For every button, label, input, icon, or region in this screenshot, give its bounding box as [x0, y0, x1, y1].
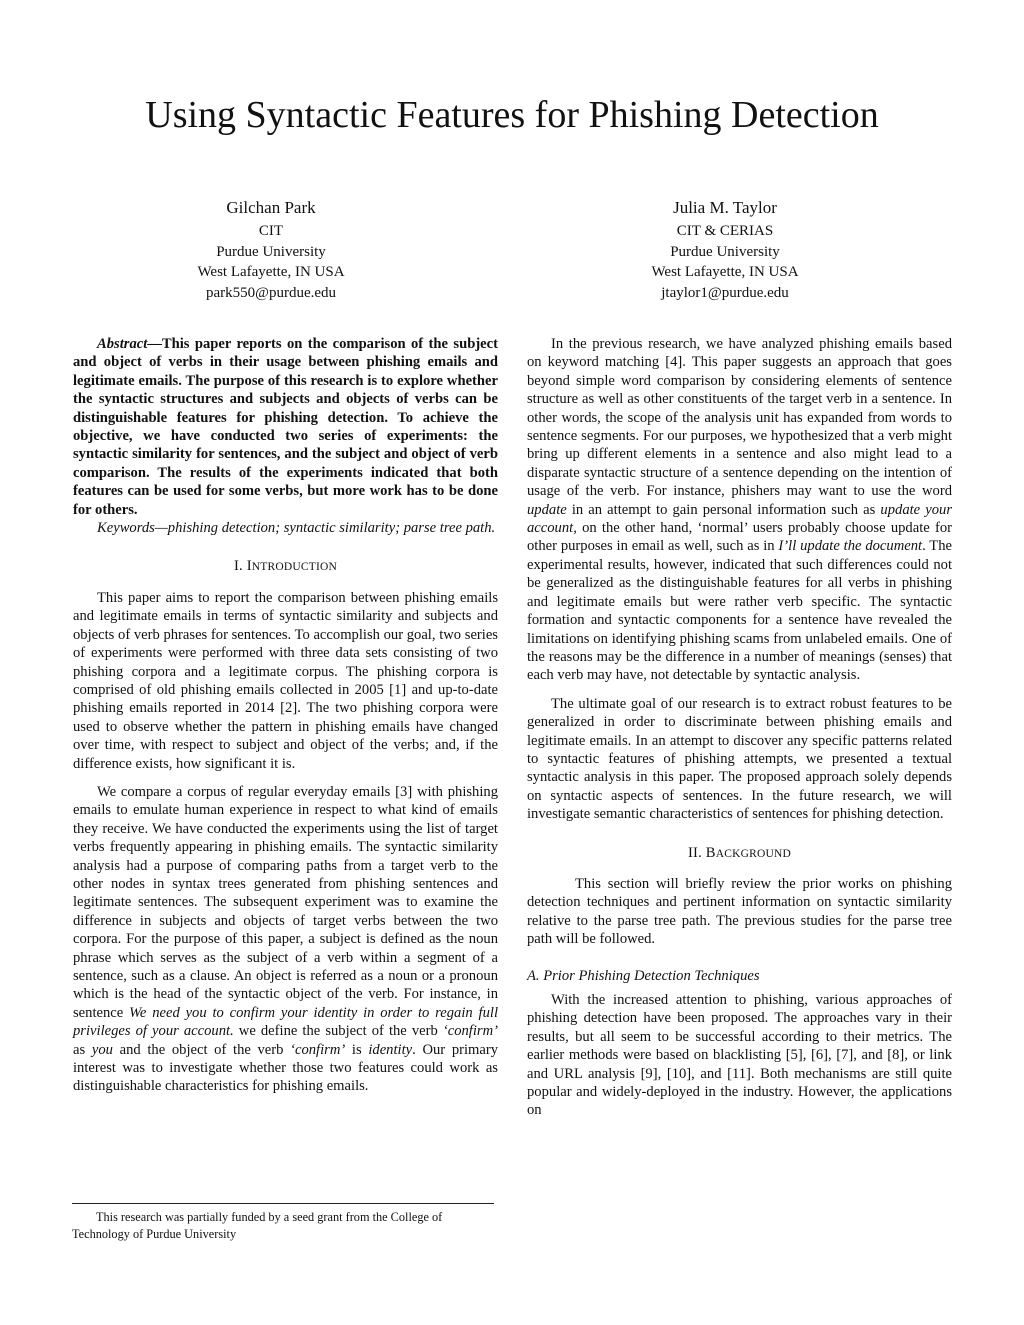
- footnote: [72, 1209, 497, 1242]
- right-column: [527, 335, 952, 1120]
- author-block-2: [575, 196, 875, 303]
- footnote-line-2: Technology of Purdue University: [72, 1226, 237, 1241]
- right-paragraph-1: In the previous research, we have analyzed phishing emails based on keyword matching [4]. This paper suggests an approach that goes beyond simple word comparison by considering elements of sentence structure as well as other constituents of the target verb in a sentence. In other words, the scope of the analysis unit has expanded from words to sentence segments. For our purposes, we hypothesized that a verb might bring up different elements in a sentence and also might lead to a disparate syntactic structure of a sentence depending on the intention of usage of the verb. For instance, phishers may want to use the word update in an attempt to gain personal information such as update your account, on the other hand, ‘normal’ users probably choose update for other purposes in email as well, such as in I’ll update the document. The experimental results, however, indicated that such differences could not be generalized as the distinguishable features for all verbs in phishing and legitimate emails but were rather verb specific. The syntactic formation and syntactic components for a sentence have revealed the limitations on identifying phishing scams from unlabeled emails. One of the reasons may be the difference in a number of meanings (senses) that each verb may have, not detectable by syntactic analysis.: [527, 336, 952, 684]
- example-sentence: We need you to confirm your identity in order to regain full privileges of your account.: [73, 1004, 498, 1040]
- author-affiliation: CIT: [258, 223, 284, 239]
- background-paragraph-2: With the increased attention to phishing, various approaches of phishing detection have been proposed. The approaches vary in their results, but all seem to be successful according to their metrics. The earlier methods were based on blacklisting [5], [6], [7], and [8], or link and URL analysis [9], [10], and [11]. Both mechanisms are still quite popular and widely-deployed in the industry. However, the applications on: [527, 992, 952, 1119]
- intro-paragraph-2: We compare a corpus of regular everyday emails [3] with phishing emails to emulate human experience in respect to what kind of emails they receive. We have conducted the experiments using the list of target verbs frequently appearing in phishing emails. The syntactic similarity analysis had a purpose of comparing paths from a target verb to the other nodes in syntax trees generated from phishing sentences and legitimate sentences. The subsequent experiment was to examine the difference in subjects and objects of target verbs between the two corpora. For the purpose of this paper, a subject is defined as the noun phrase which serves as the subject of a verb within a segment of a sentence, such as a clause. An object is referred as a noun or a pronoun which is the head of the syntactic object of the verb. For instance, in sentence We need you to confirm your identity in order to regain full privileges of your account. we define the subject of the verb ‘confirm’ as you and the object of the verb ‘confirm’ is identity. Our primary interest was to investigate whether those two features could work as distinguishable characteristics for phishing emails.: [73, 783, 499, 1095]
- background-paragraph-1: This section will briefly review the prior works on phishing detection techniques and pertinent information on syntactic similarity relative to the parse tree path. The previous studies for the parse tree path will be followed.: [527, 875, 952, 948]
- author-location: West Lafayette, IN USA: [651, 264, 799, 280]
- footnote-line-1: This research was partially funded by a seed grant from the College of: [96, 1210, 443, 1224]
- abstract-label: Abstract: [97, 336, 148, 352]
- subsection-heading-prior-techniques: A. Prior Phishing Detection Techniques: [527, 967, 760, 984]
- abstract-text: This paper reports on the comparison of the subject and object of verbs in their usage between phishing emails and legitimate emails. The purpose of this research is to explore whether the syntactic structures and subjects and objects of verbs can be distinguishable features for phishing detection. To achieve the objective, we have conducted two series of experiments: the syntactic similarity for sentences, and the subject and object of verb comparison. The results of the experiments indicated that both features can be used for some verbs, but more work has to be done for others.: [73, 336, 498, 518]
- keywords: Keywords—phishing detection; syntactic similarity; parse tree path.: [97, 520, 496, 537]
- author-university: Purdue University: [216, 243, 326, 260]
- intro-paragraph-1: This paper aims to report the comparison between phishing emails and legitimate emails in terms of syntactic similarity and subjects and objects of verb phrases for sentences. To accomplish our goal, two series of experiments were performed with three data sets consisting of two phishing corpora and a legitimate corpus. The phishing corpora is comprised of old phishing emails collected in 2005 [1] and up-to-date phishing emails reported in 2014 [2]. The two phishing corpora were used to observe whether the pattern in phishing emails have changed over time, with respect to subject and object of the verbs; and, if the difference exists, how significant it is.: [73, 589, 498, 772]
- left-column: [73, 335, 498, 1096]
- right-paragraph-2: The ultimate goal of our research is to extract robust features to be generalized in order to discriminate between phishing emails and legitimate emails. In an attempt to discover any specific patterns related to syntactic features of phishing attempts, we presented a textual syntactic analysis in this paper. The proposed approach solely depends on syntactic aspects of sentences. In the future research, we will investigate semantic characteristics of sentences for phishing detection.: [527, 695, 952, 823]
- author-email: jtaylor1@purdue.edu: [661, 284, 789, 301]
- author-location: West Lafayette, IN USA: [197, 264, 345, 280]
- section-heading-introduction: I. INTRODUCTION: [233, 558, 338, 575]
- author-name: Gilchan Park: [226, 198, 316, 217]
- section-heading-background: II. BACKGROUND: [687, 844, 792, 861]
- author-name: Julia M. Taylor: [673, 198, 777, 217]
- footnote-divider: [72, 1203, 494, 1204]
- paper-title: Using Syntactic Features for Phishing Detection: [145, 94, 879, 136]
- author-university: Purdue University: [670, 243, 780, 260]
- abstract: Abstract—This paper reports on the comparison of the subject and object of verbs in their usage between phishing emails and legitimate emails. The purpose of this research is to explore whether the syntactic structures and subjects and objects of verbs can be distinguishable features for phishing detection. To achieve the objective, we have conducted two series of experiments: the syntactic similarity for sentences, and the subject and object of verb comparison. The results of the experiments indicated that both features can be used for some verbs, but more work has to be done for others.: [73, 336, 498, 518]
- author-block-1: [121, 196, 421, 303]
- author-affiliation: CIT & CERIAS: [676, 223, 774, 239]
- author-email: park550@purdue.edu: [205, 284, 337, 301]
